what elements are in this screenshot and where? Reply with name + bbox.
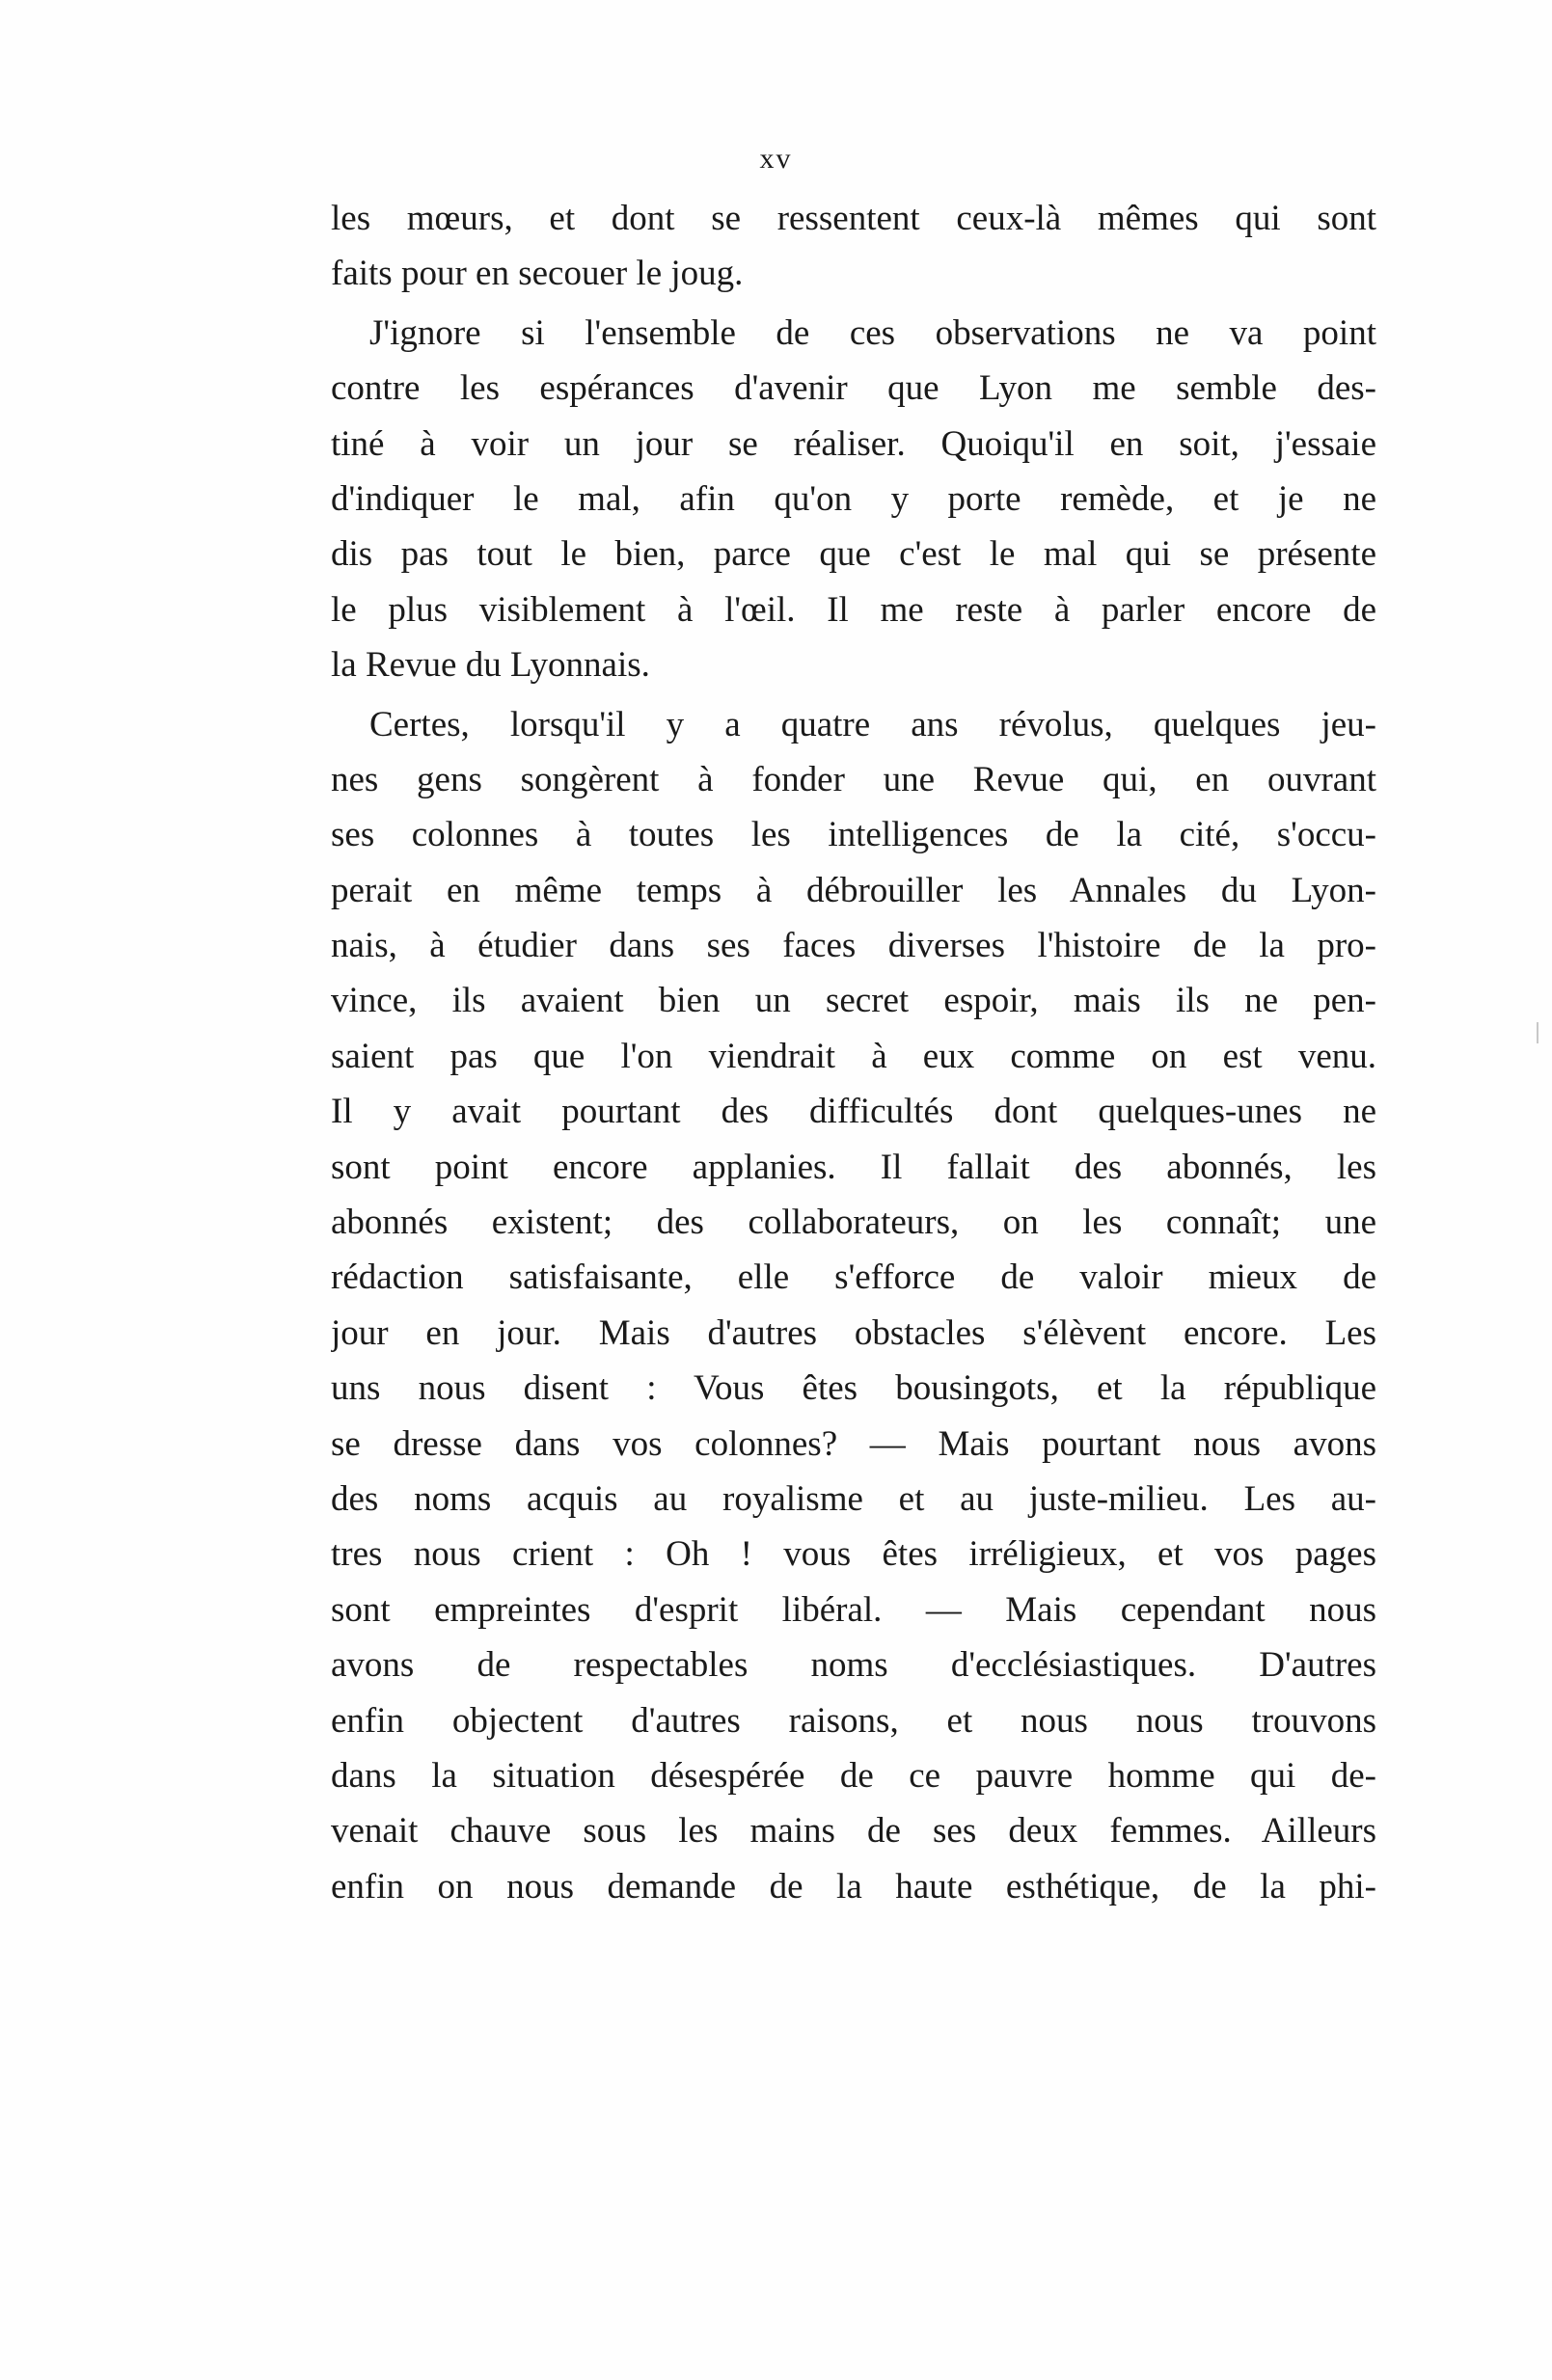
text-line: enfin on nous demande de la haute esthétique, de la phi- <box>331 1866 1376 1907</box>
text-line: tiné à voir un jour se réaliser. Quoiqu'il en soit, j'essaie <box>331 423 1376 464</box>
text-line: ses colonnes à toutes les intelligences de la cité, s'occu- <box>331 815 1376 855</box>
text-line: contre les espérances d'avenir que Lyon me semble des- <box>331 368 1376 409</box>
text-line: la Revue du Lyonnais. <box>331 645 650 686</box>
text-line: jour en jour. Mais d'autres obstacles s'élèvent encore. Les <box>331 1312 1376 1353</box>
text-line: dans la situation désespérée de ce pauvre homme qui de- <box>331 1755 1376 1796</box>
text-line: tres nous crient : Oh ! vous êtes irréligieux, et vos pages <box>331 1534 1376 1575</box>
text-line: sont point encore applanies. Il fallait des abonnés, les <box>331 1147 1376 1187</box>
body-text <box>331 191 1376 1914</box>
text-line: Il y avait pourtant des difficultés dont quelques-unes ne <box>331 1092 1376 1132</box>
text-line: enfin objectent d'autres raisons, et nous nous trouvons <box>331 1700 1376 1741</box>
text-line: le plus visiblement à l'œil. Il me reste à parler encore de <box>331 589 1376 630</box>
text-line: uns nous disent : Vous êtes bousingots, et la république <box>331 1368 1376 1409</box>
text-line: dis pas tout le bien, parce que c'est le mal qui se présente <box>331 534 1376 575</box>
page-number: xv <box>759 143 793 175</box>
text-line: avons de respectables noms d'ecclésiastiques. D'autres <box>331 1645 1376 1686</box>
text-line: se dresse dans vos colonnes? — Mais pourtant nous avons <box>331 1423 1376 1464</box>
page-edge-mark <box>1537 1022 1538 1043</box>
text-line: abonnés existent; des collaborateurs, on les connaît; une <box>331 1203 1376 1243</box>
text-line: d'indiquer le mal, afin qu'on y porte remède, et je ne <box>331 478 1376 519</box>
text-line: J'ignore si l'ensemble de ces observations ne va point <box>369 312 1376 353</box>
text-line: nais, à étudier dans ses faces diverses l'histoire de la pro- <box>331 926 1376 966</box>
text-line: vince, ils avaient bien un secret espoir, mais ils ne pen- <box>331 981 1376 1021</box>
text-line: Certes, lorsqu'il y a quatre ans révolus, quelques jeu- <box>369 704 1376 744</box>
text-line: sont empreintes d'esprit libéral. — Mais cependant nous <box>331 1589 1376 1630</box>
text-line: rédaction satisfaisante, elle s'efforce de valoir mieux de <box>331 1258 1376 1298</box>
text-line: les mœurs, et dont se ressentent ceux-là mêmes qui sont <box>331 199 1376 238</box>
text-line: faits pour en secouer le joug. <box>331 254 744 294</box>
text-line: nes gens songèrent à fonder une Revue qui, en ouvrant <box>331 759 1376 799</box>
text-line: perait en même temps à débrouiller les Annales du Lyon- <box>331 870 1376 910</box>
text-line: des noms acquis au royalisme et au juste-milieu. Les au- <box>331 1478 1376 1519</box>
text-line: saient pas que l'on viendrait à eux comme on est venu. <box>331 1036 1376 1076</box>
text-line: venait chauve sous les mains de ses deux femmes. Ailleurs <box>331 1811 1376 1852</box>
